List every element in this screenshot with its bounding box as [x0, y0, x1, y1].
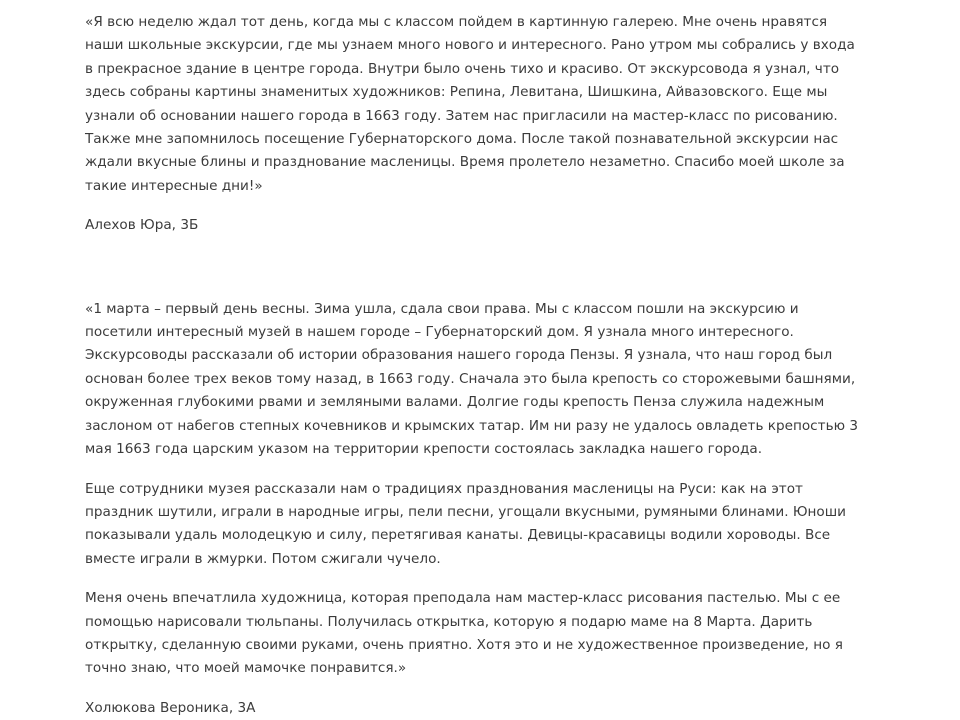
- review-2: [85, 298, 865, 720]
- review-1-author: Алехов Юра, 3Б: [85, 217, 199, 234]
- review-2-author: Холюкова Вероника, 3А: [85, 699, 256, 716]
- reviews-content: [85, 11, 865, 720]
- review-1: [85, 11, 865, 238]
- review-2-paragraph-2: Еще сотрудники музея рассказали нам о традициях празднования масленицы на Руси: как на этот праздник шутили, играли в народные игры, пели песни, угощали вкусными, румяными блинами. Юноши показывали удаль молодецкую и силу, перетягивая канаты. Девицы-красавицы водили хороводы. Все вместе играли в жмурки. Потом сжигали чучело.: [85, 480, 846, 567]
- review-separator: [85, 238, 865, 298]
- review-2-paragraph-1: «1 марта – первый день весны. Зима ушла, сдала свои права. Мы с классом пошли на экскурсию и посетили интересный музей в нашем городе – Губернаторский дом. Я узнала много интересного. Экскурсоводы рассказали об истории образования нашего города Пензы. Я узнала, что наш город был основан более трех веков тому назад, в 1663 году. Сначала это была крепость со сторожевыми башнями, окруженная глубокими рвами и земляными валами. Долгие годы крепость Пенза служила надежным заслоном от набегов степных кочевников и крымских татар. Им ни разу не удалось овладеть крепостью 3 мая 1663 года царским указом на территории крепости состоялась закладка нашего города.: [85, 300, 858, 458]
- review-2-paragraph-3: Меня очень впечатлила художница, которая преподала нам мастер-класс рисования пастелью. Мы с ее помощью нарисовали тюльпаны. Получилась открытка, которую я подарю маме на 8 Марта. Дарить открытку, сделанную своими руками, очень приятно. Хотя это и не художественное произведение, но я точно знаю, что моей мамочке понравится.»: [85, 590, 843, 677]
- review-1-text: «Я всю неделю ждал тот день, когда мы с классом пойдем в картинную галерею. Мне очень нравятся наши школьные экскурсии, где мы узнаем много нового и интересного. Рано утром мы собрались у входа в прекрасное здание в центре города. Внутри было очень тихо и красиво. От экскурсовода я узнал, что здесь собраны картины знаменитых художников: Репина, Левитана, Шишкина, Айвазовского. Еще мы узнали об основании нашего города в 1663 году. Затем нас пригласили на мастер-класс по рисованию. Также мне запомнилось посещение Губернаторского дома. После такой познавательной экскурсии нас ждали вкусные блины и празднование масленицы. Время пролетело незаметно. Спасибо моей школе за такие интересные дни!»: [85, 14, 855, 194]
